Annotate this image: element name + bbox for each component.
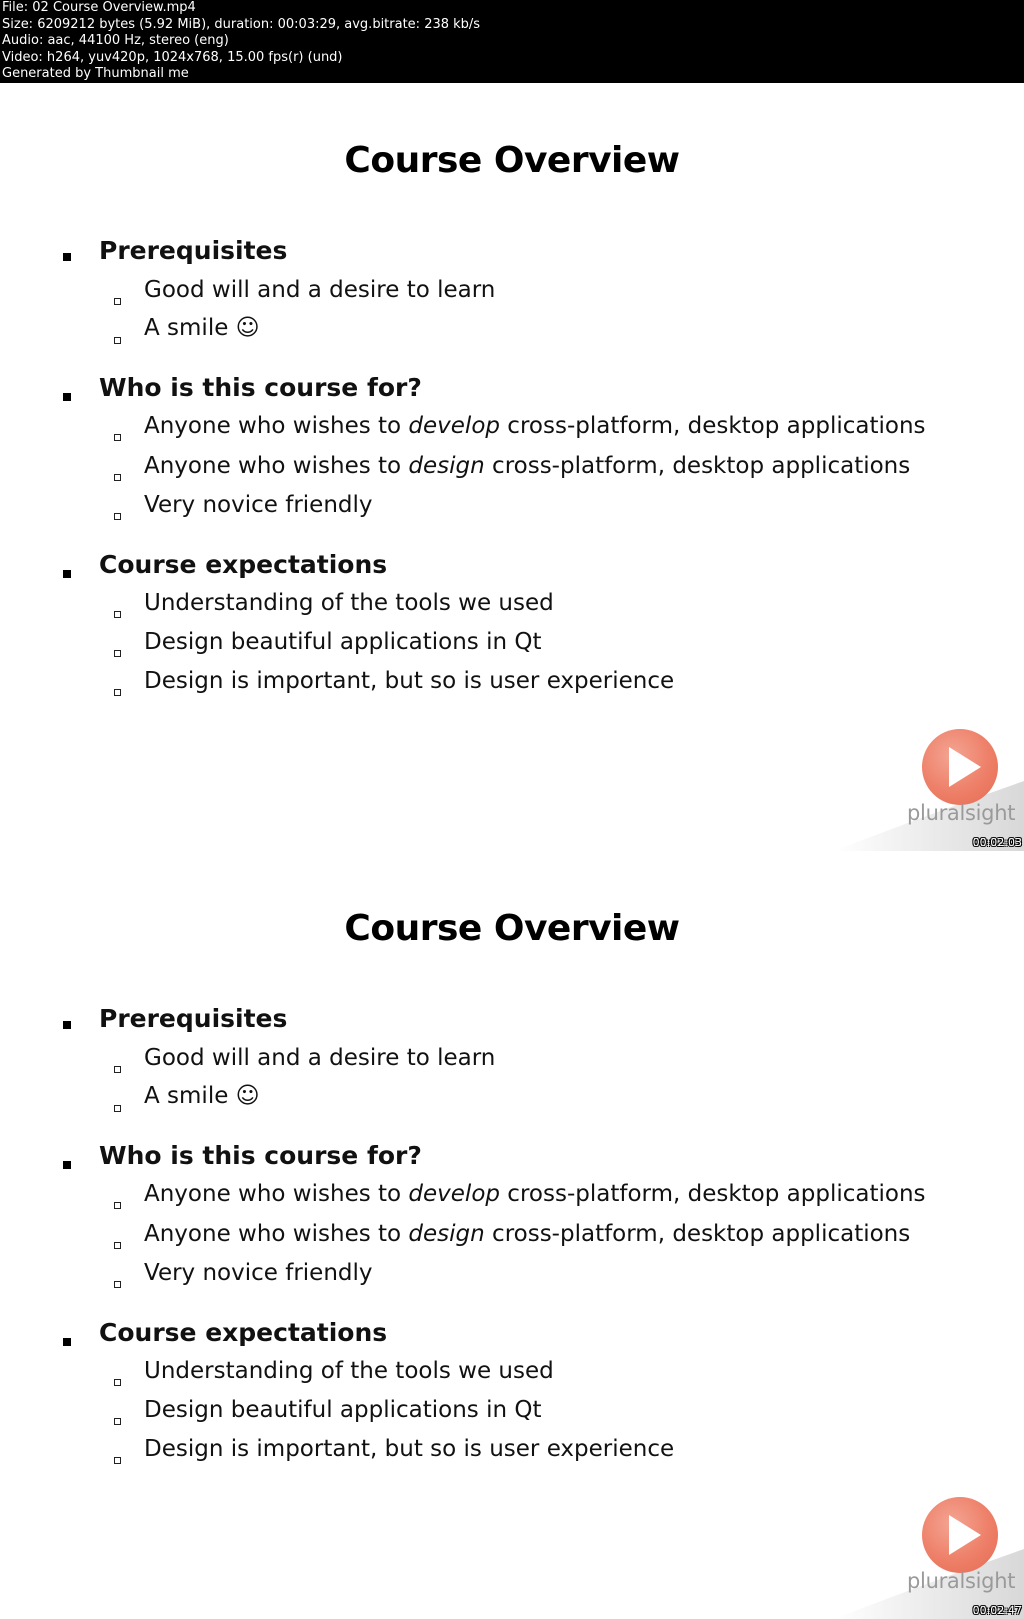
frame-timestamp: 00:02:47 [972,1604,1022,1617]
bullet-marker [63,393,71,401]
sub-bullet-marker [114,1281,121,1288]
list-item: Understanding of the tools we used [144,1358,554,1384]
sub-bullet-marker [114,474,121,481]
video-metadata-header [0,0,1024,83]
audio-line: Audio: aac, 44100 Hz, stereo (eng) [2,33,229,49]
play-icon [922,729,998,805]
sub-bullet-marker [114,1105,121,1112]
section-heading-prerequisites: Prerequisites [99,1004,288,1033]
section-heading-expectations: Course expectations [99,550,388,579]
size-line: Size: 6209212 bytes (5.92 MiB), duration: 00:03:29, avg.bitrate: 238 kb/s [2,16,481,32]
list-item: Anyone who wishes to design cross-platform, desktop applications [144,453,911,479]
generator-line: Generated by Thumbnail me [2,66,189,82]
section-heading-audience: Who is this course for? [99,1141,422,1170]
list-item: Design is important, but so is user experience [144,1436,675,1462]
brand-name: pluralsight [907,1569,1016,1593]
list-item: Anyone who wishes to develop cross-platform, desktop applications [144,413,926,439]
brand-name: pluralsight [907,801,1016,825]
list-item: Very novice friendly [144,492,373,518]
slide-title: Course Overview [344,908,680,949]
list-item: Good will and a desire to learn [144,277,496,303]
section-heading-audience: Who is this course for? [99,373,422,402]
list-item: Design beautiful applications in Qt [144,1397,542,1423]
bullet-marker [63,1021,71,1029]
sub-bullet-marker [114,434,121,441]
sub-bullet-marker [114,1418,121,1425]
list-item: Good will and a desire to learn [144,1045,496,1071]
bullet-marker [63,1161,71,1169]
list-item: Anyone who wishes to develop cross-platform, desktop applications [144,1181,926,1207]
video-line: Video: h264, yuv420p, 1024x768, 15.00 fps(r) (und) [2,49,343,65]
list-item: Design beautiful applications in Qt [144,629,542,655]
sub-bullet-marker [114,513,121,520]
pluralsight-logo [834,1489,1024,1619]
sub-bullet-marker [114,611,121,618]
slide-title: Course Overview [344,140,680,181]
list-item: Very novice friendly [144,1260,373,1286]
bullet-marker [63,570,71,578]
list-item: Understanding of the tools we used [144,590,554,616]
video-frame-1 [0,83,1024,851]
sub-bullet-marker [114,650,121,657]
sub-bullet-marker [114,1202,121,1209]
section-heading-prerequisites: Prerequisites [99,236,288,265]
sub-bullet-marker [114,689,121,696]
bullet-marker [63,253,71,261]
list-item: Design is important, but so is user experience [144,668,675,694]
sub-bullet-marker [114,1242,121,1249]
play-icon [922,1497,998,1573]
frame-timestamp: 00:02:03 [972,836,1022,849]
list-item: Anyone who wishes to design cross-platform, desktop applications [144,1221,911,1247]
list-item: A smile ☺ [144,315,260,341]
sub-bullet-marker [114,1457,121,1464]
bullet-marker [63,1338,71,1346]
sub-bullet-marker [114,1379,121,1386]
sub-bullet-marker [114,298,121,305]
section-heading-expectations: Course expectations [99,1318,388,1347]
sub-bullet-marker [114,337,121,344]
file-line: File: 02 Course Overview.mp4 [2,0,196,15]
pluralsight-logo [834,721,1024,851]
sub-bullet-marker [114,1066,121,1073]
list-item: A smile ☺ [144,1083,260,1109]
video-frame-2 [0,851,1024,1619]
